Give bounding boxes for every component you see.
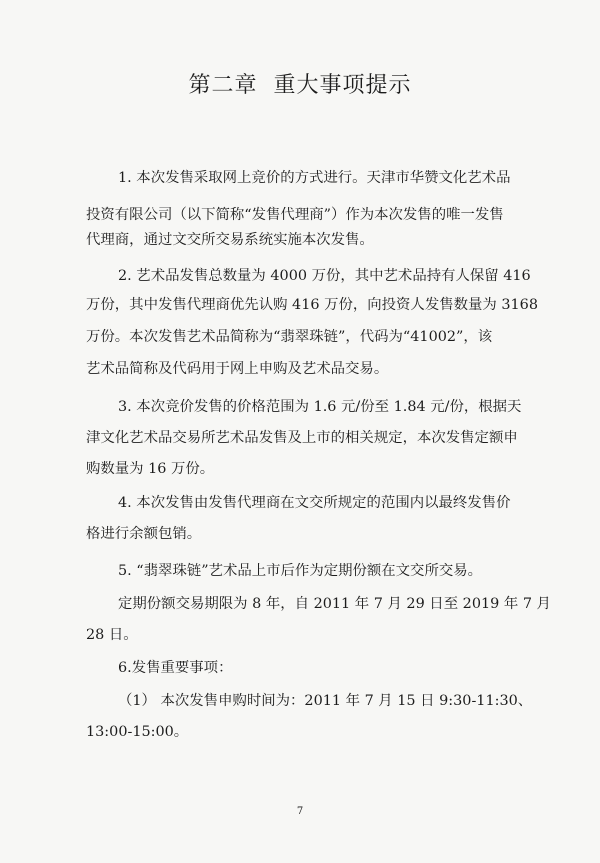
paragraph-1-line-1: 1. 本次发售采取网上竞价的方式进行。天津市华赞文化艺术品 xyxy=(118,170,511,186)
paragraph-3-line-2: 津文化艺术品交易所艺术品发售及上市的相关规定，本次发售定额申 xyxy=(86,430,518,446)
page-number: 7 xyxy=(296,806,304,817)
paragraph-5-line-1: 5. “翡翠珠链”艺术品上市后作为定期份额在文交所交易。 xyxy=(118,563,483,579)
paragraph-3-line-3: 购数量为 16 万份。 xyxy=(86,461,215,477)
chapter-title: 第二章 重大事项提示 xyxy=(188,73,412,98)
paragraph-2-line-2: 万份，其中发售代理商优先认购 416 万份，向投资人发售数量为 3168 xyxy=(86,297,538,313)
paragraph-6-heading: 6.发售重要事项： xyxy=(118,660,233,676)
paragraph-1-line-2: 投资有限公司（以下简称“发售代理商”）作为本次发售的唯一发售 xyxy=(86,207,504,223)
paragraph-1-line-3: 代理商，通过文交所交易系统实施本次发售。 xyxy=(86,232,374,248)
paragraph-3-line-1: 3. 本次竞价发售的价格范围为 1.6 元/份至 1.84 元/份，根据天 xyxy=(118,399,522,415)
paragraph-5-line-2: 定期份额交易期限为 8 年，自 2011 年 7 月 29 日至 2019 年 7 月 xyxy=(118,596,551,612)
paragraph-4-line-2: 格进行余额包销。 xyxy=(86,526,202,542)
paragraph-2-line-1: 2. 艺术品发售总数量为 4000 万份，其中艺术品持有人保留 416 xyxy=(118,268,531,284)
paragraph-6-item-1-line-1: （1） 本次发售申购时间为：2011 年 7 月 15 日 9:30-11:30、 xyxy=(118,693,533,709)
paragraph-5-line-3: 28 日。 xyxy=(86,627,138,643)
paragraph-2-line-3: 万份。本次发售艺术品简称为“翡翠珠链”，代码为“41002”，该 xyxy=(86,329,493,345)
paragraph-6-item-1-line-2: 13:00-15:00。 xyxy=(86,724,189,740)
paragraph-4-line-1: 4. 本次发售由发售代理商在文交所规定的范围内以最终发售价 xyxy=(118,495,511,511)
paragraph-2-line-4: 艺术品简称及代码用于网上申购及艺术品交易。 xyxy=(86,361,389,377)
